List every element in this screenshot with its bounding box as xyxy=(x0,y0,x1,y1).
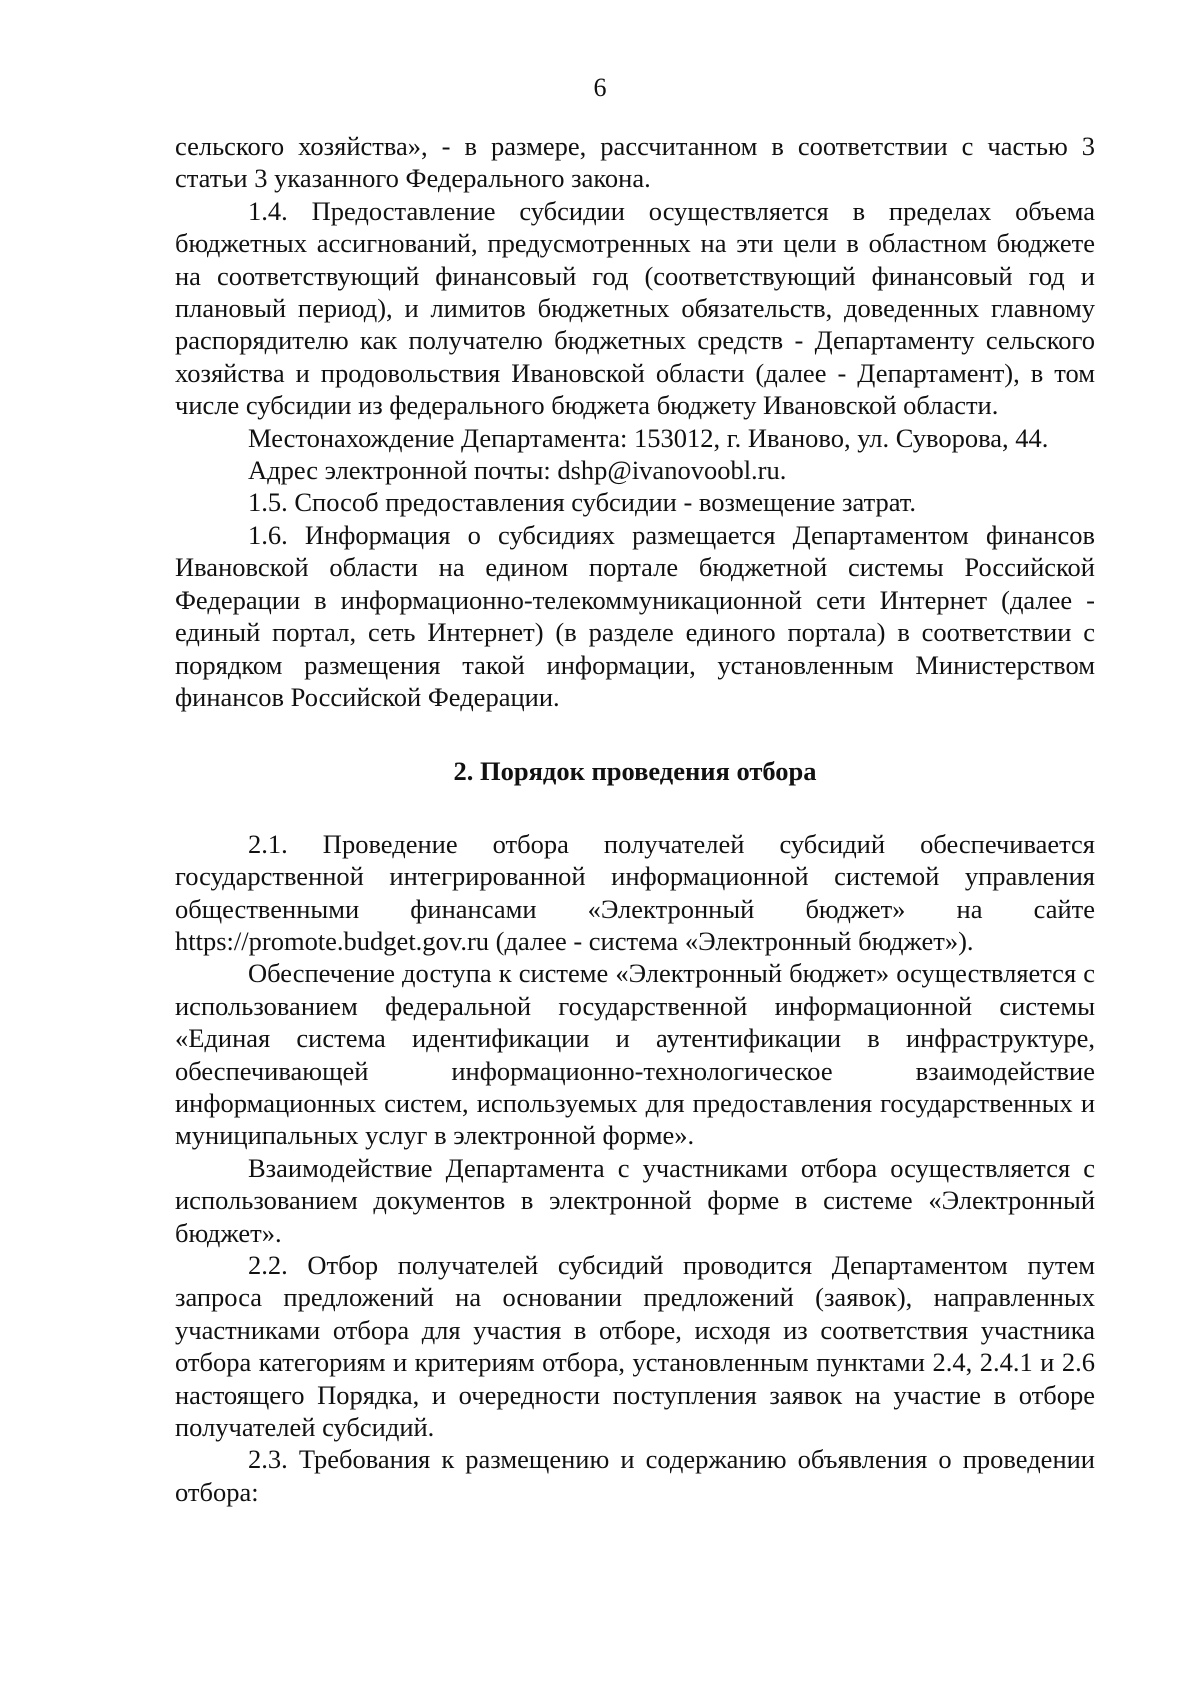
paragraph-interaction: Взаимодействие Департамента с участниками отбора осуществляется с использованием документов в электронной форме в системе «Электронный бюджет». xyxy=(175,1152,1095,1248)
paragraph-1-6: 1.6. Информация о субсидиях размещается Департаментом финансов Ивановской области на едином портале бюджетной системы Российской Федерации в информационно-телекоммуникационной сети Интернет (далее - единый портал, сеть Интернет) (в разделе единого портала) в соответствии с порядком размещения такой информации, установленным Министерством финансов Российской Федерации. xyxy=(175,519,1095,712)
paragraph-access: Обеспечение доступа к системе «Электронный бюджет» осуществляется с использованием федеральной государственной информационной системы «Единая система идентификации и аутентификации в инфраструктуре, обеспечивающей информационно-технологическое взаимодействие информационных систем, используемых для предоставления государственных и муниципальных услуг в электронной форме». xyxy=(175,958,1095,1151)
paragraph-2-1: 2.1. Проведение отбора получателей субсидий обеспечивается государственной интегрированной информационной системой управления общественными финансами «Электронный бюджет» на сайте https://promote.budget.gov.ru (далее - система «Электронный бюджет»). xyxy=(175,828,1095,956)
paragraph-1-5: 1.5. Способ предоставления субсидии - возмещение затрат. xyxy=(248,487,917,518)
paragraph-1-4: 1.4. Предоставление субсидии осуществляется в пределах объема бюджетных ассигнований, предусмотренных на эти цели в областном бюджете на соответствующий финансовый год (соответствующий финансовый год и плановый период), и лимитов бюджетных обязательств, доведенных главному распорядителю как получателю бюджетных средств - Департаменту сельского хозяйства и продовольствия Ивановской области (далее - Департамент), в том числе субсидии из федерального бюджета бюджету Ивановской области. xyxy=(175,195,1095,421)
paragraph-continuation: сельского хозяйства», - в размере, рассчитанном в соответствии с частью 3 статьи 3 указанного Федерального закона. xyxy=(175,131,1095,194)
paragraph-location: Местонахождение Департамента: 153012, г. Иваново, ул. Суворова, 44. xyxy=(248,422,1049,453)
document-body xyxy=(175,130,1095,1508)
paragraph-2-2: 2.2. Отбор получателей субсидий проводится Департаментом путем запроса предложений на основании предложений (заявок), направленных участниками отбора для участия в отборе, исходя из соответствия участника отбора категориям и критериям отбора, установленным пунктами 2.4, 2.4.1 и 2.6 настоящего Порядка, и очередности поступления заявок на участие в отборе получателей субсидий. xyxy=(175,1250,1095,1443)
section-heading: 2. Порядок проведения отбора xyxy=(453,756,817,787)
page-number: 6 xyxy=(593,73,607,102)
paragraph-email: Адрес электронной почты: dshp@ivanovoobl.ru. xyxy=(248,455,787,486)
paragraph-2-3: 2.3. Требования к размещению и содержанию объявления о проведении отбора: xyxy=(175,1444,1095,1507)
